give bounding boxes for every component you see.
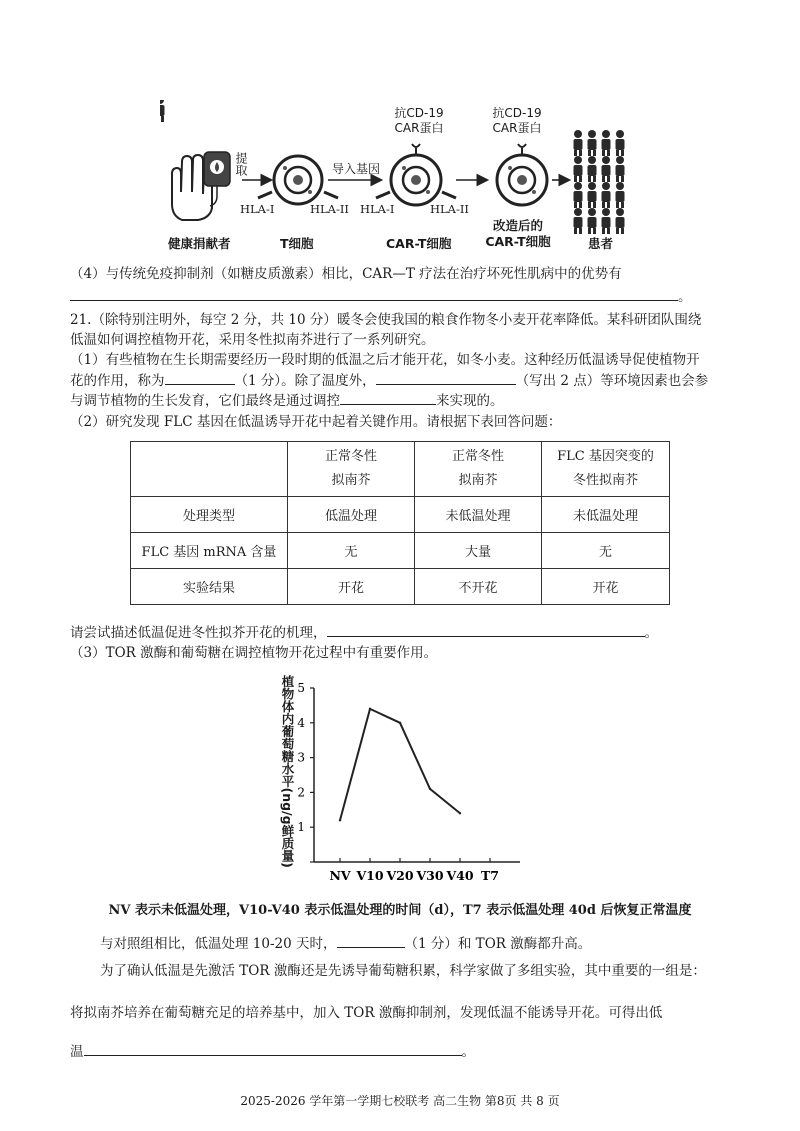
p1-line2b: （1 分）。除了温度外， <box>234 373 376 389</box>
car-t-cell-icon <box>376 144 456 205</box>
table-cell: 开花 <box>542 569 670 605</box>
exp-line-2: 将拟南芥培养在葡萄糖充足的培养基中，加入 TOR 激酶抑制剂，发现低温不能诱导开花。可得出低 <box>70 1005 663 1021</box>
p1-line3a: 与调节植物的生长发育，它们最终是通过调控 <box>70 393 340 409</box>
chart-ylabel: 植物体内葡萄糖水平(ng/g鲜质量) <box>280 675 295 868</box>
data-point <box>429 788 431 790</box>
extract-label: 提取 <box>234 152 248 176</box>
q21-p3: （3）TOR 激酶和葡萄糖在调控植物开花过程中有重要作用。 <box>70 645 438 661</box>
table-cell: 低温处理 <box>288 497 415 533</box>
exp-line-1: 为了确认低温是先激活 TOR 激酶还是先诱导葡萄糖积累，科学家做了多组实验，其中重要的一组是： <box>100 963 706 979</box>
q4-question <box>70 264 622 284</box>
car-label-1 <box>388 106 450 136</box>
data-point <box>369 708 371 710</box>
car-label-2 <box>486 106 548 136</box>
p1-line2a: 花的作用，称为 <box>70 373 165 389</box>
table-cell: 开花 <box>288 569 415 605</box>
hla1-label-a: HLA-I <box>240 202 275 216</box>
table-header-cell: 正常冬性 拟南芥 <box>288 442 415 497</box>
table-cell: 不开花 <box>415 569 542 605</box>
data-point <box>459 812 461 814</box>
table-cell: 处理类型 <box>131 497 288 533</box>
hla2-label-a: HLA-II <box>310 202 349 216</box>
table-header-cell: FLC 基因突变的 冬性拟南芥 <box>542 442 670 497</box>
x-tick-label: V20 <box>386 868 414 883</box>
table-cell: 无 <box>542 533 670 569</box>
table-cell: 大量 <box>415 533 542 569</box>
modified-line1: 改造后的 <box>492 218 543 233</box>
x-tick-label: V40 <box>446 868 474 883</box>
table-header-cell: 正常冬性 拟南芥 <box>415 442 542 497</box>
modified-car-t-cell-icon <box>497 144 547 205</box>
page-footer: 2025-2026 学年第一学期七校联考 高二生物 第8页 共 8 页 <box>240 1094 560 1108</box>
exp-line-3 <box>70 1041 475 1062</box>
glucose-series-line <box>340 709 460 820</box>
q21-p1-line1: （1）有些植物在生长期需要经历一段时期的低温之后才能开花，如冬小麦。这种经历低温诱导促使植物开 <box>70 352 700 368</box>
table-row <box>131 569 670 605</box>
q4-answer-line <box>70 286 692 307</box>
q21-p1-line2 <box>70 370 708 391</box>
regulation-blank[interactable] <box>340 390 436 405</box>
compare-text-b: （1 分）和 TOR 激酶都升高。 <box>404 936 592 952</box>
y-tick-label: 4 <box>297 715 305 730</box>
q4-text: （4）与传统免疫抑制剂（如糖皮质激素）相比，CAR—T 疗法在治疗坏死性肌病中的优势有 <box>70 266 622 282</box>
car-t-label: CAR-T细胞 <box>386 236 452 251</box>
y-tick-label: 3 <box>297 750 305 765</box>
patients-label: 患者 <box>588 236 614 251</box>
table-header-row <box>131 442 670 497</box>
table-row <box>131 533 670 569</box>
y-tick-label: 5 <box>297 681 305 695</box>
p1-line3b: 来实现的。 <box>436 393 504 409</box>
compare-blank[interactable] <box>337 933 405 948</box>
env-factors-blank[interactable] <box>376 370 516 385</box>
exp-line3-text: 温 <box>70 1044 84 1060</box>
x-tick-label: NV <box>329 868 351 883</box>
t-cell-label: T细胞 <box>280 236 314 251</box>
table-cell: 未低温处理 <box>415 497 542 533</box>
x-tick-label: V10 <box>356 868 384 883</box>
q4-end: 。 <box>678 289 692 305</box>
hla2-label-b: HLA-II <box>430 202 469 216</box>
vernalization-blank[interactable] <box>165 370 235 385</box>
table-cell: FLC 基因 mRNA 含量 <box>131 533 288 569</box>
describe-text: 请尝试描述低温促进冬性拟芥开花的机理， <box>70 625 327 641</box>
q4-answer-blank[interactable] <box>70 286 678 301</box>
mechanism-blank[interactable] <box>327 622 645 637</box>
q21-intro-1: 21.（除特别注明外，每空 2 分，共 10 分）暖冬会使我国的粮食作物冬小麦开花率降低。某科研团队围绕 <box>70 312 702 328</box>
donor-label: 健康捐献者 <box>168 236 231 251</box>
car-label-2-line2: CAR蛋白 <box>492 121 542 135</box>
conclusion-blank[interactable] <box>84 1041 462 1056</box>
compare-line <box>100 933 591 954</box>
import-gene-label: 导入基因 <box>332 162 381 176</box>
table-cell: 未低温处理 <box>542 497 670 533</box>
modified-line2: CAR-T细胞 <box>485 234 551 249</box>
q21-intro-2: 低温如何调控植物开花，采用冬性拟南芥进行了一系列研究。 <box>70 332 435 348</box>
table-header-cell <box>131 442 288 497</box>
table-row <box>131 497 670 533</box>
y-tick-label: 2 <box>297 785 305 800</box>
car-t-diagram <box>160 100 640 260</box>
compare-text: 与对照组相比，低温处理 10-20 天时， <box>100 936 337 952</box>
chart-caption: NV 表示未低温处理，V10-V40 表示低温处理的时间（d），T7 表示低温处理 40d 后恢复正常温度 <box>108 903 692 918</box>
x-tick-label: V30 <box>416 868 444 883</box>
table-cell: 无 <box>288 533 415 569</box>
data-point <box>399 722 401 724</box>
describe-end: 。 <box>644 625 658 641</box>
describe-line <box>70 622 658 643</box>
x-tick-label: T7 <box>481 868 499 883</box>
car-label-1-line2: CAR蛋白 <box>394 121 444 135</box>
car-label-1-line1: 抗CD-19 <box>394 106 444 120</box>
q21-p2: （2）研究发现 FLC 基因在低温诱导开花中起着关键作用。请根据下表回答问题： <box>70 414 562 430</box>
modified-car-t-label <box>478 218 558 250</box>
data-point <box>339 819 341 821</box>
hla1-label-b: HLA-I <box>360 202 395 216</box>
flc-table <box>130 441 670 605</box>
glucose-chart <box>255 662 575 892</box>
y-tick-label: 1 <box>297 820 305 835</box>
table-cell: 实验结果 <box>131 569 288 605</box>
exp-line3-end: 。 <box>461 1044 475 1060</box>
p1-line2c: （写出 2 点）等环境因素也会参 <box>515 373 709 389</box>
car-label-2-line1: 抗CD-19 <box>492 106 542 120</box>
q21-p1-line3 <box>70 390 504 411</box>
